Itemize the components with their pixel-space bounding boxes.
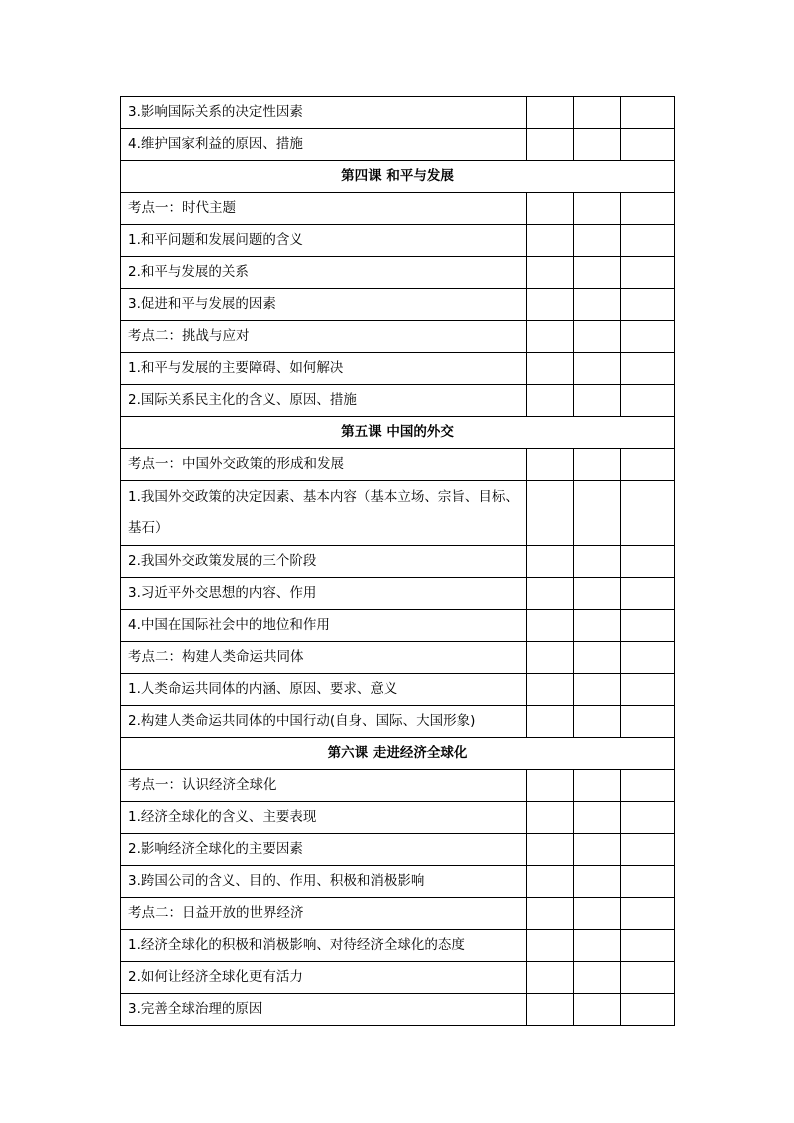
checklist-row bbox=[121, 962, 675, 994]
check-cell-2[interactable] bbox=[574, 578, 621, 610]
check-cell-2[interactable] bbox=[574, 674, 621, 706]
topic-text: 2.国际关系民主化的含义、原因、措施 bbox=[121, 385, 527, 417]
check-cell-3[interactable] bbox=[621, 225, 675, 257]
check-cell-2[interactable] bbox=[574, 866, 621, 898]
check-cell-2[interactable] bbox=[574, 898, 621, 930]
check-cell-2[interactable] bbox=[574, 449, 621, 481]
check-cell-1[interactable] bbox=[527, 866, 574, 898]
check-cell-1[interactable] bbox=[527, 610, 574, 642]
review-checklist-table bbox=[120, 96, 675, 1026]
check-cell-3[interactable] bbox=[621, 930, 675, 962]
check-cell-2[interactable] bbox=[574, 706, 621, 738]
check-cell-1[interactable] bbox=[527, 834, 574, 866]
topic-text: 考点一：认识经济全球化 bbox=[121, 770, 527, 802]
topic-text: 考点一：中国外交政策的形成和发展 bbox=[121, 449, 527, 481]
check-cell-1[interactable] bbox=[527, 289, 574, 321]
lesson-heading-row bbox=[121, 417, 675, 449]
topic-text: 1.人类命运共同体的内涵、原因、要求、意义 bbox=[121, 674, 527, 706]
check-cell-2[interactable] bbox=[574, 129, 621, 161]
topic-text: 3.促进和平与发展的因素 bbox=[121, 289, 527, 321]
check-cell-3[interactable] bbox=[621, 353, 675, 385]
checklist-row bbox=[121, 225, 675, 257]
topic-text: 4.中国在国际社会中的地位和作用 bbox=[121, 610, 527, 642]
checklist-row bbox=[121, 930, 675, 962]
check-cell-3[interactable] bbox=[621, 257, 675, 289]
check-cell-2[interactable] bbox=[574, 321, 621, 353]
checklist-row bbox=[121, 97, 675, 129]
lesson-title: 第五课 中国的外交 bbox=[121, 417, 675, 449]
topic-text: 1.我国外交政策的决定因素、基本内容（基本立场、宗旨、目标、基石） bbox=[121, 481, 527, 546]
check-cell-2[interactable] bbox=[574, 546, 621, 578]
check-cell-3[interactable] bbox=[621, 449, 675, 481]
check-cell-3[interactable] bbox=[621, 674, 675, 706]
checklist-row bbox=[121, 578, 675, 610]
check-cell-1[interactable] bbox=[527, 674, 574, 706]
check-cell-1[interactable] bbox=[527, 129, 574, 161]
check-cell-3[interactable] bbox=[621, 385, 675, 417]
check-cell-2[interactable] bbox=[574, 770, 621, 802]
check-cell-1[interactable] bbox=[527, 97, 574, 129]
topic-text: 2.和平与发展的关系 bbox=[121, 257, 527, 289]
check-cell-1[interactable] bbox=[527, 706, 574, 738]
checklist-row bbox=[121, 481, 675, 546]
check-cell-3[interactable] bbox=[621, 481, 675, 546]
checklist-row bbox=[121, 353, 675, 385]
check-cell-2[interactable] bbox=[574, 97, 621, 129]
check-cell-1[interactable] bbox=[527, 546, 574, 578]
checklist-row bbox=[121, 802, 675, 834]
check-cell-2[interactable] bbox=[574, 289, 621, 321]
check-cell-2[interactable] bbox=[574, 385, 621, 417]
topic-text: 1.经济全球化的积极和消极影响、对待经济全球化的态度 bbox=[121, 930, 527, 962]
check-cell-2[interactable] bbox=[574, 257, 621, 289]
topic-text: 2.我国外交政策发展的三个阶段 bbox=[121, 546, 527, 578]
check-cell-3[interactable] bbox=[621, 834, 675, 866]
check-cell-2[interactable] bbox=[574, 225, 621, 257]
check-cell-1[interactable] bbox=[527, 770, 574, 802]
checklist-row bbox=[121, 449, 675, 481]
check-cell-2[interactable] bbox=[574, 962, 621, 994]
check-cell-1[interactable] bbox=[527, 481, 574, 546]
check-cell-1[interactable] bbox=[527, 257, 574, 289]
check-cell-3[interactable] bbox=[621, 802, 675, 834]
checklist-row bbox=[121, 866, 675, 898]
check-cell-1[interactable] bbox=[527, 802, 574, 834]
check-cell-1[interactable] bbox=[527, 225, 574, 257]
topic-text: 2.构建人类命运共同体的中国行动(自身、国际、大国形象) bbox=[121, 706, 527, 738]
check-cell-1[interactable] bbox=[527, 578, 574, 610]
check-cell-3[interactable] bbox=[621, 321, 675, 353]
lesson-title: 第四课 和平与发展 bbox=[121, 161, 675, 193]
check-cell-2[interactable] bbox=[574, 930, 621, 962]
topic-text: 1.和平问题和发展问题的含义 bbox=[121, 225, 527, 257]
check-cell-3[interactable] bbox=[621, 129, 675, 161]
check-cell-1[interactable] bbox=[527, 898, 574, 930]
check-cell-1[interactable] bbox=[527, 193, 574, 225]
check-cell-3[interactable] bbox=[621, 642, 675, 674]
check-cell-3[interactable] bbox=[621, 962, 675, 994]
check-cell-2[interactable] bbox=[574, 481, 621, 546]
check-cell-3[interactable] bbox=[621, 866, 675, 898]
topic-text: 2.如何让经济全球化更有活力 bbox=[121, 962, 527, 994]
check-cell-2[interactable] bbox=[574, 994, 621, 1026]
check-cell-3[interactable] bbox=[621, 97, 675, 129]
lesson-heading-row bbox=[121, 161, 675, 193]
checklist-row bbox=[121, 706, 675, 738]
topic-text: 3.影响国际关系的决定性因素 bbox=[121, 97, 527, 129]
checklist-row bbox=[121, 257, 675, 289]
check-cell-1[interactable] bbox=[527, 449, 574, 481]
check-cell-1[interactable] bbox=[527, 962, 574, 994]
topic-text: 1.和平与发展的主要障碍、如何解决 bbox=[121, 353, 527, 385]
topic-text: 考点二：挑战与应对 bbox=[121, 321, 527, 353]
checklist-row bbox=[121, 994, 675, 1026]
topic-text: 3.跨国公司的含义、目的、作用、积极和消极影响 bbox=[121, 866, 527, 898]
check-cell-1[interactable] bbox=[527, 642, 574, 674]
check-cell-1[interactable] bbox=[527, 321, 574, 353]
check-cell-2[interactable] bbox=[574, 834, 621, 866]
topic-text: 考点一：时代主题 bbox=[121, 193, 527, 225]
topic-text: 考点二：构建人类命运共同体 bbox=[121, 642, 527, 674]
check-cell-1[interactable] bbox=[527, 994, 574, 1026]
checklist-row bbox=[121, 546, 675, 578]
checklist-row bbox=[121, 674, 675, 706]
lesson-heading-row bbox=[121, 738, 675, 770]
check-cell-3[interactable] bbox=[621, 706, 675, 738]
lesson-title: 第六课 走进经济全球化 bbox=[121, 738, 675, 770]
check-cell-2[interactable] bbox=[574, 642, 621, 674]
topic-text: 3.完善全球治理的原因 bbox=[121, 994, 527, 1026]
checklist-row bbox=[121, 642, 675, 674]
check-cell-2[interactable] bbox=[574, 610, 621, 642]
checklist-row bbox=[121, 834, 675, 866]
checklist-row bbox=[121, 770, 675, 802]
check-cell-3[interactable] bbox=[621, 994, 675, 1026]
check-cell-2[interactable] bbox=[574, 353, 621, 385]
check-cell-3[interactable] bbox=[621, 770, 675, 802]
checklist-row bbox=[121, 898, 675, 930]
checklist-row bbox=[121, 610, 675, 642]
checklist-row bbox=[121, 129, 675, 161]
topic-text: 3.习近平外交思想的内容、作用 bbox=[121, 578, 527, 610]
topic-text: 2.影响经济全球化的主要因素 bbox=[121, 834, 527, 866]
check-cell-2[interactable] bbox=[574, 802, 621, 834]
check-cell-1[interactable] bbox=[527, 930, 574, 962]
check-cell-2[interactable] bbox=[574, 193, 621, 225]
check-cell-3[interactable] bbox=[621, 898, 675, 930]
topic-text: 考点二：日益开放的世界经济 bbox=[121, 898, 527, 930]
check-cell-1[interactable] bbox=[527, 353, 574, 385]
check-cell-3[interactable] bbox=[621, 610, 675, 642]
checklist-row bbox=[121, 289, 675, 321]
check-cell-3[interactable] bbox=[621, 546, 675, 578]
check-cell-3[interactable] bbox=[621, 578, 675, 610]
check-cell-1[interactable] bbox=[527, 385, 574, 417]
checklist-row bbox=[121, 193, 675, 225]
check-cell-3[interactable] bbox=[621, 193, 675, 225]
checklist-body bbox=[121, 97, 675, 1026]
checklist-row bbox=[121, 321, 675, 353]
checklist-row bbox=[121, 385, 675, 417]
topic-text: 4.维护国家利益的原因、措施 bbox=[121, 129, 527, 161]
topic-text: 1.经济全球化的含义、主要表现 bbox=[121, 802, 527, 834]
check-cell-3[interactable] bbox=[621, 289, 675, 321]
